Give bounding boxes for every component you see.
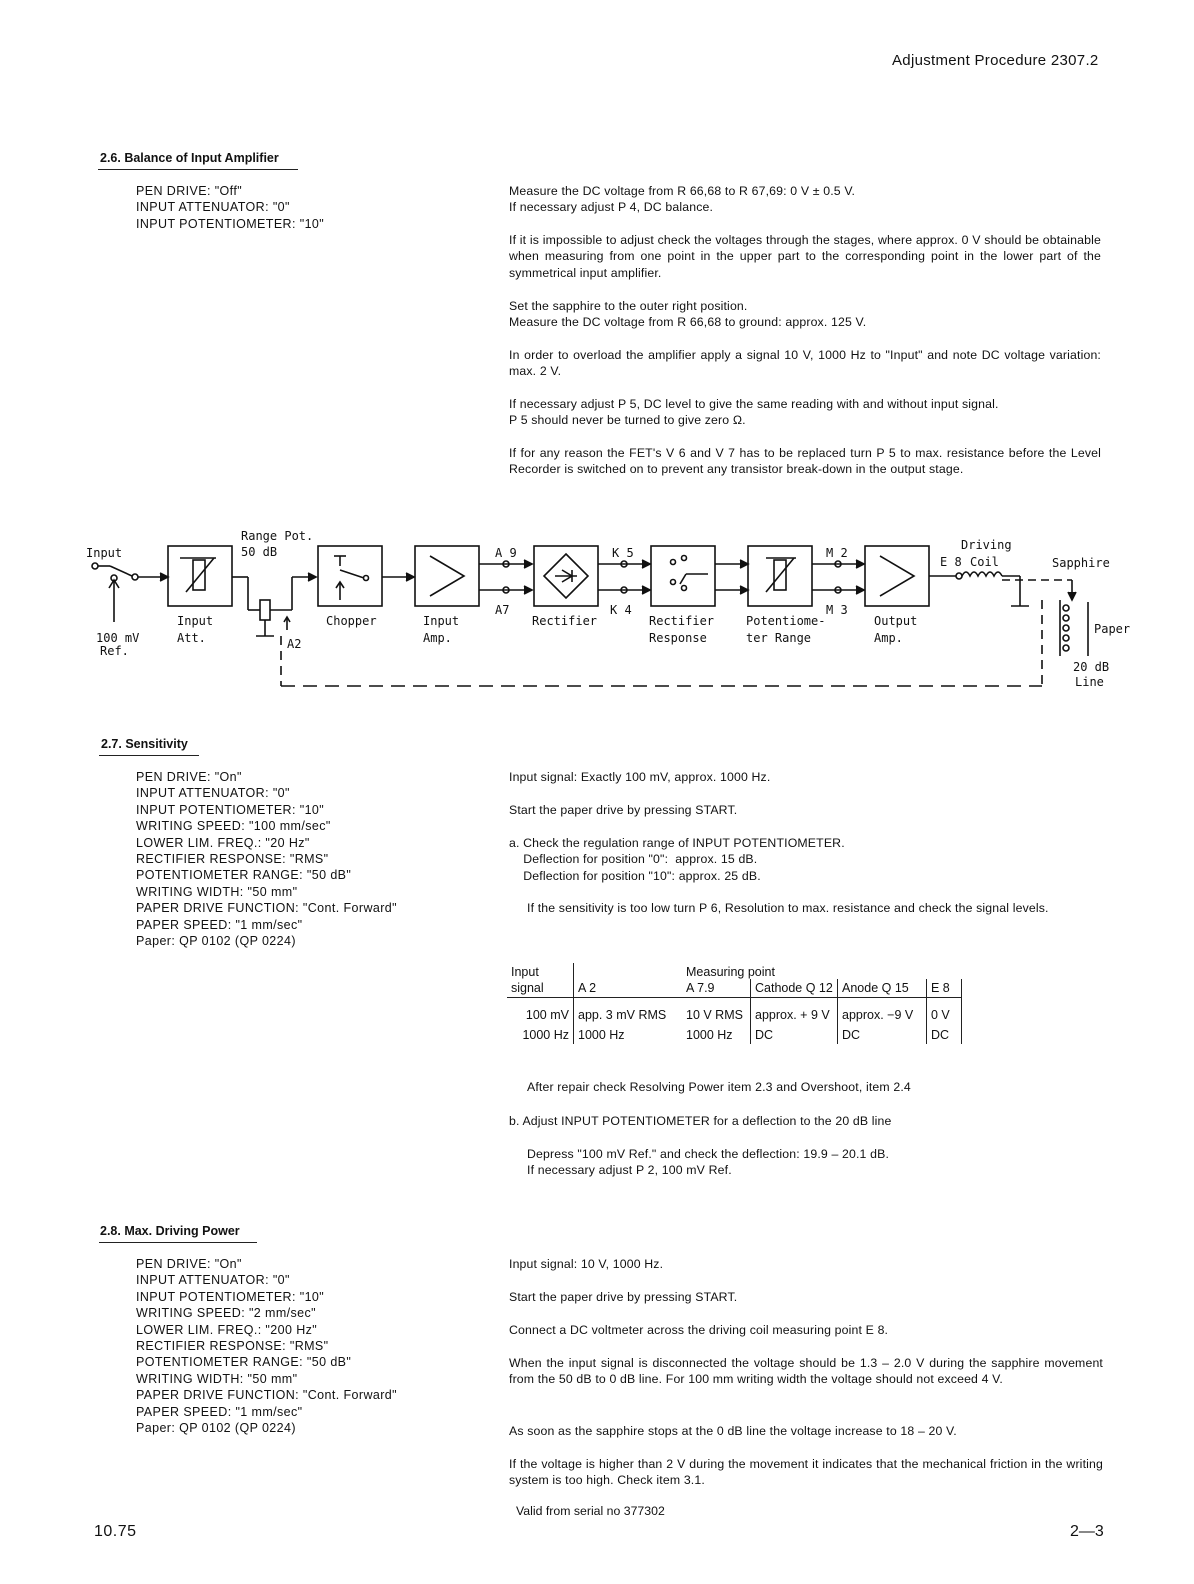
s28-paragraph-1: Input signal: 10 V, 1000 Hz. (509, 1257, 664, 1271)
diagram-label-output-amp-2: Amp. (874, 631, 903, 645)
s27-paragraph-2: Start the paper drive by pressing START. (509, 803, 738, 817)
setting-line: INPUT POTENTIOMETER: "10" (136, 216, 325, 231)
section-2-7-settings (136, 769, 397, 949)
section-2-6-rule (98, 169, 298, 170)
setting-line: Paper: QP 0102 (QP 0224) (136, 934, 296, 949)
output-amp-block (865, 546, 929, 606)
s27-paragraph-4: If the sensitivity is too low turn P 6, Resolution to max. resistance and check the signal levels. (527, 901, 1049, 915)
s27-paragraph-7: Depress "100 mV Ref." and check the deflection: 19.9 – 20.1 dB. If necessary adjust P 2, 100 mV Ref. (527, 1147, 890, 1178)
setting-line: INPUT POTENTIOMETER: "10" (136, 1289, 325, 1304)
diagram-label-driving-coil-2: Coil (970, 555, 999, 569)
table-cell: 1000 Hz (522, 1028, 569, 1042)
diagram-label-rectifier: Rectifier (532, 614, 598, 628)
section-2-8-rule (99, 1242, 257, 1243)
s26-paragraph-6: If for any reason the FET's V 6 and V 7 has to be replaced turn P 5 to max. resistance before the Level Recorder is switched on to prevent any transistor break-down in the output stage. (509, 446, 1101, 477)
s27-paragraph-1: Input signal: Exactly 100 mV, approx. 1000 Hz. (509, 770, 771, 784)
page-number: 2—3 (1070, 1523, 1104, 1540)
diagram-label-input-att-2: Att. (177, 631, 206, 645)
s26-paragraph-3: Set the sapphire to the outer right position. Measure the DC voltage from R 66,68 to ground: approx. 125 V. (509, 299, 867, 330)
setting-line: PEN DRIVE: "On" (136, 1257, 242, 1271)
diagram-label-e8: E 8 (940, 555, 962, 569)
setting-line: INPUT POTENTIOMETER: "10" (136, 802, 325, 817)
section-2-8-title: 2.8. Max. Driving Power (100, 1224, 240, 1238)
range-pot (260, 600, 270, 620)
diagram-label-20db-1: 20 dB (1073, 660, 1110, 674)
s28-paragraph-3: Connect a DC voltmeter across the driving coil measuring point E 8. (509, 1323, 889, 1337)
setting-line: PEN DRIVE: "On" (136, 770, 242, 784)
diagram-label-20db-2: Line (1075, 675, 1104, 689)
diagram-label-driving-coil-1: Driving (961, 538, 1012, 552)
table-col-header: A 7.9 (686, 981, 715, 995)
setting-line: RECTIFIER RESPONSE: "RMS" (136, 852, 329, 867)
s26-paragraph-2: If it is impossible to adjust check the voltages through the stages, where approx. 0 V should be obtainable when measuring from one point in the upper part to the corresponding point in the lower part of the symmetrical input amplifier. (509, 233, 1101, 280)
table-cell: 10 V RMS (686, 1008, 743, 1022)
input-amp-block (415, 546, 479, 606)
diagram-label-input-att-1: Input (177, 614, 214, 628)
setting-line: WRITING WIDTH: "50 mm" (136, 1371, 298, 1386)
table-cell: DC (927, 1024, 962, 1044)
input-terminal (92, 563, 98, 569)
setting-line: PAPER SPEED: "1 mm/sec" (136, 1404, 303, 1419)
s28-paragraph-4: When the input signal is disconnected the voltage should be 1.3 – 2.0 V during the sapphire movement from the 50 dB to 0 dB line. For 100 mm writing width the voltage should not exceed 4 V. (509, 1356, 1103, 1387)
setting-line: Paper: QP 0102 (QP 0224) (136, 1421, 296, 1436)
setting-line: RECTIFIER RESPONSE: "RMS" (136, 1339, 329, 1354)
setting-line: PAPER DRIVE FUNCTION: "Cont. Forward" (136, 1388, 397, 1403)
table-cell: 100 mV (525, 1008, 569, 1022)
table-head-measuring: Measuring point (686, 965, 775, 979)
diagram-label-ref-2: Ref. (100, 644, 129, 658)
setting-line: PAPER DRIVE FUNCTION: "Cont. Forward" (136, 901, 397, 916)
section-2-8-settings (136, 1256, 397, 1436)
setting-line: WRITING WIDTH: "50 mm" (136, 884, 298, 899)
s26-paragraph-5: If necessary adjust P 5, DC level to give the same reading with and without input signal. P 5 should never be turned to give zero Ω. (509, 397, 999, 428)
table-cell: 0 V (927, 998, 962, 1025)
section-2-6-settings (136, 183, 324, 232)
setting-line: WRITING SPEED: "2 mm/sec" (136, 1306, 317, 1321)
setting-line: LOWER LIM. FREQ.: "20 Hz" (136, 835, 310, 850)
table-cell: app. 3 mV RMS (574, 998, 683, 1025)
chopper-block (318, 546, 382, 606)
diagram-label-m2: M 2 (826, 546, 848, 560)
diagram-label-a7: A7 (495, 603, 510, 617)
diagram-label-input-amp-2: Amp. (423, 631, 452, 645)
s28-paragraph-5: As soon as the sapphire stops at the 0 dB line the voltage increase to 18 – 20 V. (509, 1424, 957, 1438)
diagram-label-output-amp-1: Output (874, 614, 918, 628)
table-cell: approx. + 9 V (751, 998, 838, 1025)
section-2-7-title: 2.7. Sensitivity (101, 737, 188, 751)
table-col-header: Cathode Q 12 (751, 979, 838, 998)
table-cell: 1000 Hz (574, 1024, 683, 1044)
table-col-header: E 8 (927, 979, 962, 998)
table-cell: approx. −9 V (838, 998, 927, 1025)
diagram-label-a9: A 9 (495, 546, 517, 560)
s26-paragraph-1: Measure the DC voltage from R 66,68 to R 67,69: 0 V ± 0.5 V. If necessary adjust P 4, DC balance. (509, 184, 856, 215)
measuring-table (507, 963, 962, 1044)
table-head-input-2: signal (511, 981, 544, 995)
measuring-table-wrap (507, 963, 962, 1044)
diagram-label-range-pot-2: 50 dB (241, 545, 278, 559)
setting-line: POTENTIOMETER RANGE: "50 dB" (136, 868, 352, 883)
validity-note: Valid from serial no 377302 (516, 1504, 665, 1518)
diagram-label-input-amp-1: Input (423, 614, 460, 628)
diagram-label-sapphire: Sapphire (1052, 556, 1110, 570)
s26-paragraph-4: In order to overload the amplifier apply a signal 10 V, 1000 Hz to "Input" and note DC voltage variation: max. 2 V. (509, 348, 1101, 379)
diagram-label-range-pot-1: Range Pot. (241, 529, 314, 543)
table-cell: 1000 Hz (686, 1028, 733, 1042)
table-cell: DC (838, 1024, 927, 1044)
setting-line: INPUT ATTENUATOR: "0" (136, 200, 290, 215)
diagram-label-pot-range-1: Potentiome- (746, 614, 826, 628)
diagram-label-rect-resp-1: Rectifier (649, 614, 715, 628)
setting-line: INPUT ATTENUATOR: "0" (136, 1273, 290, 1288)
driving-coil (962, 572, 1002, 576)
diagram-label-paper: Paper (1094, 622, 1131, 636)
section-2-6-title: 2.6. Balance of Input Amplifier (100, 151, 279, 165)
s28-paragraph-2: Start the paper drive by pressing START. (509, 1290, 738, 1304)
setting-line: INPUT ATTENUATOR: "0" (136, 786, 290, 801)
diagram-label-a2: A2 (287, 637, 302, 651)
section-2-7-rule (99, 755, 199, 756)
diagram-label-input: Input (86, 546, 123, 560)
diagram-label-ref-1: 100 mV (96, 631, 140, 645)
block-diagram (80, 522, 1131, 694)
table-col-header: Anode Q 15 (838, 979, 927, 998)
setting-line: LOWER LIM. FREQ.: "200 Hz" (136, 1322, 318, 1337)
table-col-header: A 2 (574, 979, 683, 998)
s28-paragraph-6: If the voltage is higher than 2 V during the movement it indicates that the mechanical friction in the writing system is too high. Check item 3.1. (509, 1457, 1103, 1488)
setting-line: PAPER SPEED: "1 mm/sec" (136, 917, 303, 932)
s27-paragraph-5: After repair check Resolving Power item 2.3 and Overshoot, item 2.4 (527, 1080, 911, 1094)
diagram-label-rect-resp-2: Response (649, 631, 707, 645)
diagram-label-k5: K 5 (612, 546, 634, 560)
setting-line: PEN DRIVE: "Off" (136, 184, 243, 198)
footer-date: 10.75 (94, 1523, 137, 1540)
diagram-label-k4: K 4 (610, 603, 632, 617)
setting-line: POTENTIOMETER RANGE: "50 dB" (136, 1355, 352, 1370)
diagram-label-pot-range-2: ter Range (746, 631, 812, 645)
diagram-label-m3: M 3 (826, 603, 848, 617)
table-head-input-1: Input (511, 965, 539, 979)
setting-line: WRITING SPEED: "100 mm/sec" (136, 819, 331, 834)
diagram-label-chopper: Chopper (326, 614, 377, 628)
document-header: Adjustment Procedure 2307.2 (892, 52, 1099, 69)
s27-paragraph-3: a. Check the regulation range of INPUT POTENTIOMETER. Deflection for position "0": approx. 15 dB. Deflection for position "10": approx. 25 dB. (509, 836, 845, 883)
table-cell: DC (751, 1024, 838, 1044)
s27-paragraph-6: b. Adjust INPUT POTENTIOMETER for a deflection to the 20 dB line (509, 1114, 892, 1128)
